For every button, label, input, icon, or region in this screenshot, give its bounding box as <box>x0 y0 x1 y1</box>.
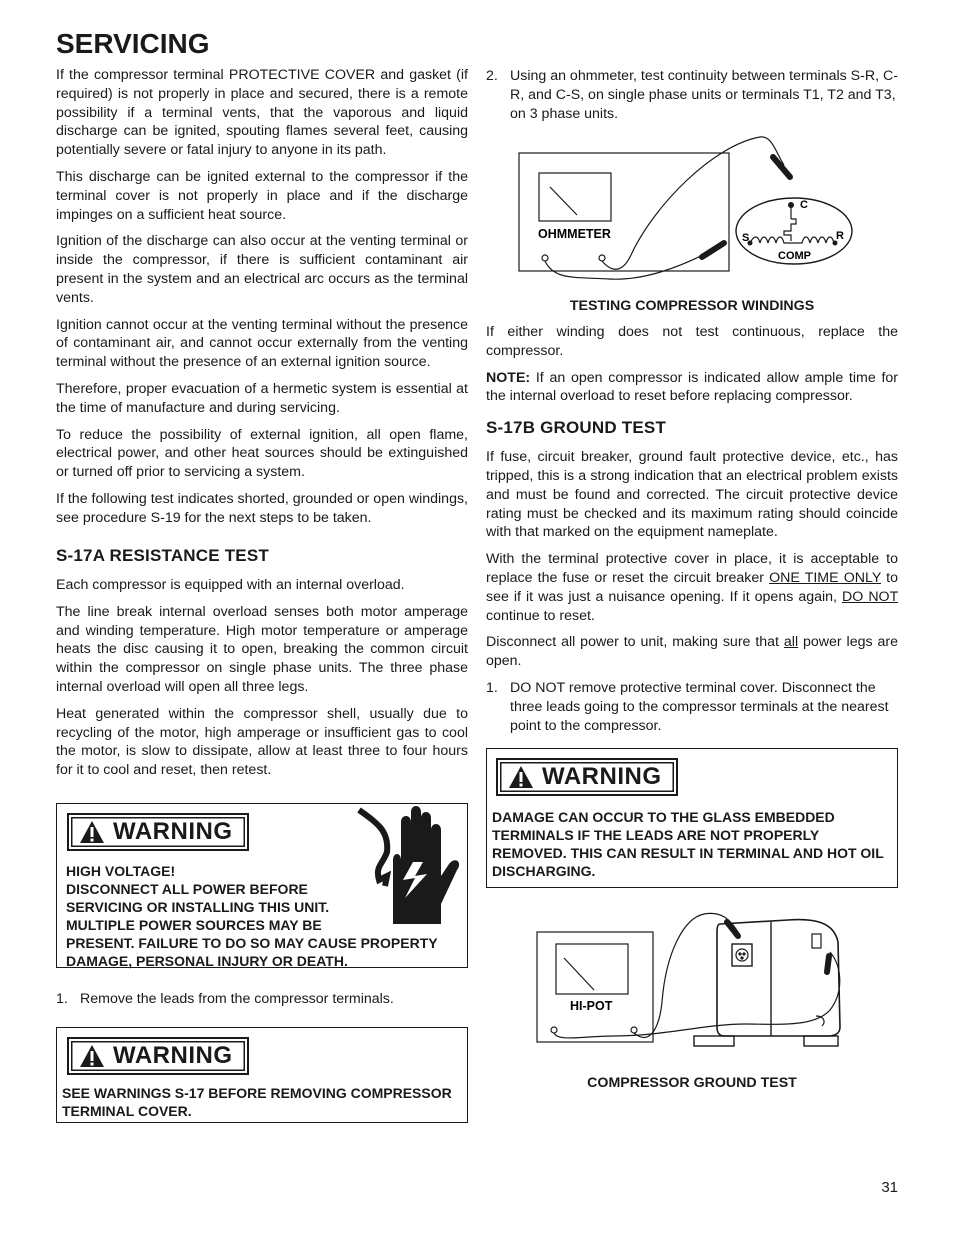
note-label: NOTE: <box>486 369 531 386</box>
warning-label <box>67 1037 249 1075</box>
s17a-heading: S-17A RESISTANCE TEST <box>56 546 269 565</box>
warning-triangle-icon <box>79 820 105 844</box>
right-text-block <box>486 323 898 743</box>
intro-paragraph: To reduce the possibility of external ignition, all open flame, electrical power, and other heat sources should be extinguished or turned off prior to servicing a system. <box>56 426 468 481</box>
note-text: If an open compressor is indicated allow ample time for the internal overload to reset before replacing compressor. <box>486 369 898 405</box>
s17b-paragraph: Disconnect all power to unit, making sure that all power legs are open. <box>486 634 898 670</box>
warning-triangle-icon <box>508 765 534 789</box>
warning-text: DAMAGE CAN OCCUR TO THE GLASS EMBEDDED TERMINALS IF THE LEADS ARE NOT PROPERLY REMOVED. THIS CAN RESULT IN TERMINAL AND HOT OIL DISCHARGING. <box>492 809 884 879</box>
s17a-paragraph: The line break internal overload senses both motor amperage and winding temperature. High motor temperature or amperage heats the disc causing it to open, breaking the common circuit within the compressor on single phase units. The three phase internal overload will open all three legs. <box>56 603 468 695</box>
intro-paragraph: Therefore, proper evacuation of a hermetic system is essential at the time of manufacture and during servicing. <box>56 380 468 416</box>
intro-paragraph: This discharge can be ignited external to the compressor if the terminal cover is not properly in place and if the discharge impinges on a sufficient heat source. <box>56 168 468 223</box>
warning-word: WARNING <box>113 1042 233 1069</box>
hipot-needle <box>564 958 594 990</box>
s17a-paragraph: Heat generated within the compressor shell, usually due to recycling of the motor, high amperage or insufficient gas to cool the motor, is slow to dissipate, allow at least three to four hours for it to cool and reset, then retest. <box>56 705 468 779</box>
terminal-r-label: R <box>836 230 844 242</box>
warning-text: SEE WARNINGS S-17 BEFORE REMOVING COMPRESSOR TERMINAL COVER. <box>62 1085 452 1119</box>
s17b-paragraph: If fuse, circuit breaker, ground fault protective device, etc., has tripped, this is a strong indication that an electrical problem exists and must be found and corrected. The circuit protective device rating must be checked and its maximum rating should coincide with that marked on the equipment nameplate. <box>486 449 898 541</box>
warning-triangle-icon <box>79 1044 105 1068</box>
left-step-1: 1. Remove the leads from the compressor terminals. <box>56 991 394 1007</box>
right-step-2: 2. Using an ohmmeter, test continuity between terminals S-R, C-R, and C-S, on single phase units or terminals T1, T2 and T3, on 3 phase units. <box>486 68 898 122</box>
hipot-display <box>556 944 628 994</box>
warning-terminal-cover <box>56 1027 468 1123</box>
right-step-1: 1. DO NOT remove protective terminal cover. Disconnect the three leads going to the compressor terminals at the nearest point to the compressor. <box>486 679 889 734</box>
warning-glass-terminals <box>486 748 898 888</box>
warning-label <box>496 758 678 796</box>
note-paragraph <box>486 369 898 407</box>
intro-section <box>56 66 468 536</box>
intro-paragraph: Ignition of the discharge can also occur at the venting terminal or inside the compressor, if there is sufficient contaminant air present in the system and an electrical arc occurs as the terminal vents. <box>56 233 468 306</box>
intro-paragraph: If the compressor terminal PROTECTIVE COVER and gasket (if required) is not properly in place and secured, there is a remote possibility if a terminal vents, that the vaporous and liquid discharge can be ignited, spouting flames several feet, causing potentially severe or fatal injury to anyone in its path. <box>56 67 468 159</box>
s17b-paragraph: With the terminal protective cover in place, it is acceptable to replace the fuse or reset the circuit breaker ONE TIME ONLY to see if it was just a nuisance opening. If it opens again, DO NOT continue to reset. <box>486 551 899 624</box>
warning-word: WARNING <box>113 818 233 845</box>
warning-label <box>67 813 249 851</box>
terminal-c-label: C <box>800 199 808 211</box>
terminal-s-label: S <box>742 232 750 244</box>
hipot-body <box>537 932 653 1042</box>
terminal-box <box>732 944 752 966</box>
ohmmeter-label: OHMMETER <box>538 227 611 241</box>
s17a-section <box>56 546 468 788</box>
ohmmeter-needle <box>550 187 577 215</box>
s17a-paragraph: Each compressor is equipped with an internal overload. <box>56 577 405 593</box>
diagram-caption-windings: TESTING COMPRESSOR WINDINGS <box>569 298 815 314</box>
intro-paragraph: Ignition cannot occur at the venting terminal without the presence of contaminant air, and cannot occur externally from the venting terminal without the presence of an external ignition source. <box>56 316 468 371</box>
ohmmeter-display <box>539 173 611 221</box>
compressor-ground-test-diagram <box>534 912 864 1067</box>
intro-paragraph: If the following test indicates shorted, grounded or open windings, see procedure S-19 for the next steps to be taken. <box>56 490 468 526</box>
s17b-heading: S-17B GROUND TEST <box>486 418 667 438</box>
compressor-windings-diagram <box>514 135 864 285</box>
page-title: SERVICING <box>56 28 210 59</box>
replace-compressor-text: If either winding does not test continuous, replace the compressor. <box>486 324 898 359</box>
warning-word: WARNING <box>542 763 662 790</box>
hipot-label: HI-POT <box>570 999 613 1013</box>
warning-text: HIGH VOLTAGE! DISCONNECT ALL POWER BEFORE SERVICING OR INSTALLING THIS UNIT. MULTIPLE POWER SOURCES MAY BE PRESENT. FAILURE TO DO SO MAY CAUSE PROPERTY DAMAGE, PERSONAL INJURY OR DEATH. <box>66 863 438 969</box>
comp-label: COMP <box>778 250 811 262</box>
page-number: 31 <box>881 1179 898 1196</box>
warning-high-voltage <box>56 803 468 968</box>
diagram-caption-ground-test: COMPRESSOR GROUND TEST <box>587 1075 797 1091</box>
